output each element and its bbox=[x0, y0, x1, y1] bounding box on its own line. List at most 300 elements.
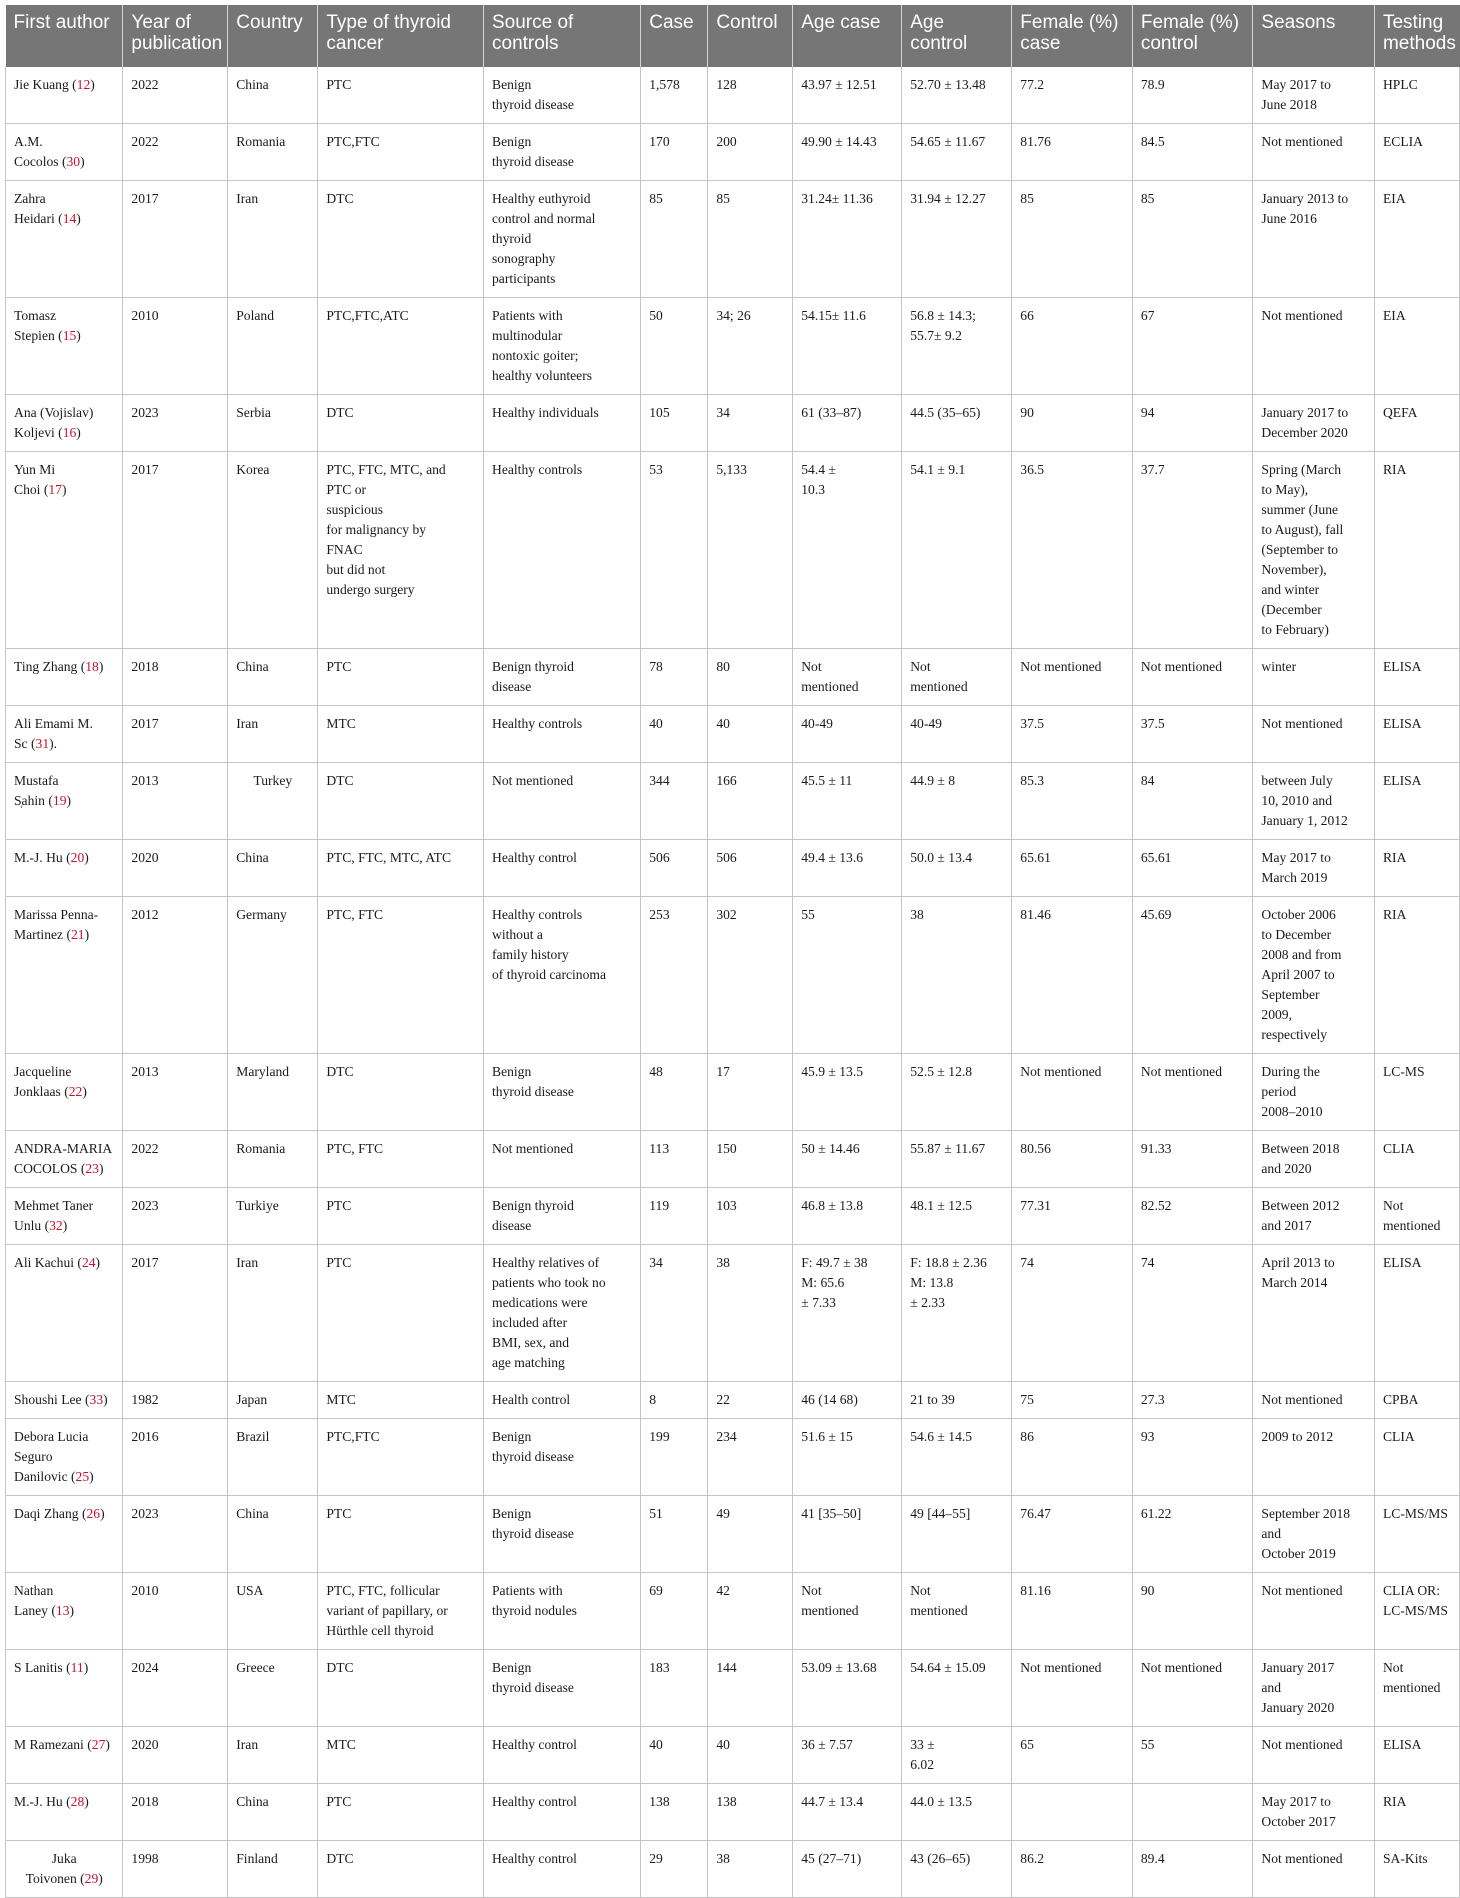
table-row bbox=[6, 897, 1460, 1054]
reference-close: ) bbox=[83, 1660, 89, 1675]
seasons-cell: Not mentioned bbox=[1253, 1573, 1375, 1650]
reference-link[interactable]: 17 bbox=[48, 482, 62, 497]
type-cell: PTC bbox=[318, 1188, 484, 1245]
reference-link[interactable]: 24 bbox=[81, 1255, 96, 1270]
table-row bbox=[6, 1650, 1460, 1727]
author-cell bbox=[6, 298, 123, 395]
author-cell bbox=[6, 1131, 123, 1188]
reference-close: ) bbox=[76, 211, 81, 226]
method-cell: QEFA bbox=[1374, 395, 1459, 452]
method-cell: SA-Kits bbox=[1374, 1841, 1459, 1898]
age-control-cell: 43 (26–65) bbox=[902, 1841, 1012, 1898]
method-cell: ELISA bbox=[1374, 1727, 1459, 1784]
country-cell: China bbox=[228, 649, 318, 706]
female-control-cell: Not mentioned bbox=[1132, 1054, 1253, 1131]
seasons-cell: During the period 2008–2010 bbox=[1253, 1054, 1375, 1131]
reference-link[interactable]: 11 bbox=[70, 1660, 84, 1675]
reference-close: ) bbox=[98, 659, 104, 674]
seasons-cell: Not mentioned bbox=[1253, 298, 1375, 395]
control-cell: 150 bbox=[708, 1131, 793, 1188]
type-cell: DTC bbox=[318, 763, 484, 840]
method-cell: EIA bbox=[1374, 298, 1459, 395]
seasons-cell: Between 2018 and 2020 bbox=[1253, 1131, 1375, 1188]
female-control-cell: 45.69 bbox=[1132, 897, 1253, 1054]
control-cell: 38 bbox=[708, 1841, 793, 1898]
seasons-cell: April 2013 to March 2014 bbox=[1253, 1245, 1375, 1382]
type-cell: PTC, FTC, follicular variant of papillary, or Hürthle cell thyroid bbox=[318, 1573, 484, 1650]
case-cell: 50 bbox=[641, 298, 708, 395]
table-row bbox=[6, 1131, 1460, 1188]
control-cell: 38 bbox=[708, 1245, 793, 1382]
table-body bbox=[6, 67, 1460, 1898]
female-control-cell: 67 bbox=[1132, 298, 1253, 395]
author-cell bbox=[6, 1784, 123, 1841]
table-row bbox=[6, 1382, 1460, 1419]
seasons-cell: Spring (March to May), summer (June to August), fall (September to November), and winter (December to February) bbox=[1253, 452, 1375, 649]
method-cell: CLIA OR: LC-MS/MS bbox=[1374, 1573, 1459, 1650]
reference-link[interactable]: 29 bbox=[84, 1871, 99, 1886]
age-case-cell: 41 [35–50] bbox=[793, 1496, 902, 1573]
control-cell: 166 bbox=[708, 763, 793, 840]
source-cell: Patients with multinodular nontoxic goiter; healthy volunteers bbox=[484, 298, 641, 395]
country-cell: Maryland bbox=[228, 1054, 318, 1131]
case-cell: 78 bbox=[641, 649, 708, 706]
source-cell: Healthy control bbox=[484, 1841, 641, 1898]
age-control-cell: Not mentioned bbox=[902, 1573, 1012, 1650]
reference-link[interactable]: 30 bbox=[66, 154, 81, 169]
author-cell bbox=[6, 649, 123, 706]
country-cell: Iran bbox=[228, 1245, 318, 1382]
country-cell: China bbox=[228, 67, 318, 124]
author-name: Jacqueline Jonklaas ( bbox=[14, 1064, 72, 1099]
control-cell: 22 bbox=[708, 1382, 793, 1419]
author-cell bbox=[6, 1054, 123, 1131]
year-cell: 2023 bbox=[123, 1496, 228, 1573]
age-control-cell: 55.87 ± 11.67 bbox=[902, 1131, 1012, 1188]
case-cell: 138 bbox=[641, 1784, 708, 1841]
author-cell bbox=[6, 763, 123, 840]
case-cell: 53 bbox=[641, 452, 708, 649]
female-case-cell: 81.16 bbox=[1012, 1573, 1133, 1650]
control-cell: 42 bbox=[708, 1573, 793, 1650]
author-cell bbox=[6, 1841, 123, 1898]
table-row bbox=[6, 1245, 1460, 1382]
seasons-cell: January 2017 and January 2020 bbox=[1253, 1650, 1375, 1727]
source-cell: Benign thyroid disease bbox=[484, 67, 641, 124]
reference-close: ) bbox=[80, 154, 85, 169]
year-cell: 2017 bbox=[123, 181, 228, 298]
female-case-cell: 86.2 bbox=[1012, 1841, 1133, 1898]
reference-link[interactable]: 33 bbox=[89, 1392, 104, 1407]
year-cell: 2022 bbox=[123, 67, 228, 124]
reference-link[interactable]: 12 bbox=[76, 77, 91, 92]
year-cell: 2017 bbox=[123, 706, 228, 763]
source-cell: Benign thyroid disease bbox=[484, 1054, 641, 1131]
age-control-cell: 49 [44–55] bbox=[902, 1496, 1012, 1573]
column-header: Year of publication bbox=[123, 5, 228, 67]
type-cell: PTC bbox=[318, 649, 484, 706]
year-cell: 2013 bbox=[123, 763, 228, 840]
female-control-cell: 84.5 bbox=[1132, 124, 1253, 181]
reference-close: ) bbox=[89, 1469, 94, 1484]
country-cell: Turkey bbox=[228, 763, 318, 840]
author-name: M.-J. Hu ( bbox=[14, 850, 71, 865]
case-cell: 34 bbox=[641, 1245, 708, 1382]
author-cell bbox=[6, 1727, 123, 1784]
author-cell bbox=[6, 395, 123, 452]
author-name: Juka Toivonen ( bbox=[25, 1851, 85, 1886]
author-cell bbox=[6, 897, 123, 1054]
column-header: Age control bbox=[902, 5, 1012, 67]
age-control-cell: 52.70 ± 13.48 bbox=[902, 67, 1012, 124]
type-cell: DTC bbox=[318, 181, 484, 298]
author-cell bbox=[6, 67, 123, 124]
author-cell bbox=[6, 181, 123, 298]
author-name: S Lanitis ( bbox=[14, 1660, 71, 1675]
age-case-cell: 45 (27–71) bbox=[793, 1841, 902, 1898]
seasons-cell: May 2017 to October 2017 bbox=[1253, 1784, 1375, 1841]
age-case-cell: 54.15± 11.6 bbox=[793, 298, 902, 395]
source-cell: Healthy control bbox=[484, 1784, 641, 1841]
age-case-cell: 40-49 bbox=[793, 706, 902, 763]
year-cell: 2020 bbox=[123, 1727, 228, 1784]
reference-close: ) bbox=[76, 425, 81, 440]
seasons-cell: winter bbox=[1253, 649, 1375, 706]
seasons-cell: Not mentioned bbox=[1253, 1727, 1375, 1784]
age-case-cell: 46.8 ± 13.8 bbox=[793, 1188, 902, 1245]
table-row bbox=[6, 298, 1460, 395]
case-cell: 199 bbox=[641, 1419, 708, 1496]
age-control-cell: 33 ± 6.02 bbox=[902, 1727, 1012, 1784]
source-cell: Healthy individuals bbox=[484, 395, 641, 452]
country-cell: Poland bbox=[228, 298, 318, 395]
source-cell: Healthy controls bbox=[484, 452, 641, 649]
reference-close: ) bbox=[82, 1084, 87, 1099]
reference-link[interactable]: 27 bbox=[91, 1737, 106, 1752]
age-case-cell: 49.90 ± 14.43 bbox=[793, 124, 902, 181]
country-cell: Japan bbox=[228, 1382, 318, 1419]
type-cell: MTC bbox=[318, 706, 484, 763]
female-case-cell: 80.56 bbox=[1012, 1131, 1133, 1188]
type-cell: MTC bbox=[318, 1382, 484, 1419]
control-cell: 128 bbox=[708, 67, 793, 124]
type-cell: PTC, FTC, MTC, ATC bbox=[318, 840, 484, 897]
method-cell: ELISA bbox=[1374, 1245, 1459, 1382]
case-cell: 48 bbox=[641, 1054, 708, 1131]
female-case-cell: 81.46 bbox=[1012, 897, 1133, 1054]
reference-link[interactable]: 23 bbox=[85, 1161, 99, 1176]
reference-close: ) bbox=[98, 1161, 104, 1176]
seasons-cell: May 2017 to March 2019 bbox=[1253, 840, 1375, 897]
type-cell: PTC bbox=[318, 1496, 484, 1573]
female-control-cell: 93 bbox=[1132, 1419, 1253, 1496]
seasons-cell: Not mentioned bbox=[1253, 1841, 1375, 1898]
author-name: Yun Mi Choi ( bbox=[14, 462, 56, 497]
control-cell: 34 bbox=[708, 395, 793, 452]
reference-close: ) bbox=[84, 927, 90, 942]
age-case-cell: Not mentioned bbox=[793, 1573, 902, 1650]
female-control-cell: 78.9 bbox=[1132, 67, 1253, 124]
year-cell: 1982 bbox=[123, 1382, 228, 1419]
female-case-cell: 76.47 bbox=[1012, 1496, 1133, 1573]
type-cell: MTC bbox=[318, 1727, 484, 1784]
column-header: Age case bbox=[793, 5, 902, 67]
author-cell bbox=[6, 840, 123, 897]
year-cell: 2016 bbox=[123, 1419, 228, 1496]
reference-link[interactable]: 22 bbox=[68, 1084, 83, 1099]
author-name: Mustafa S̜ahin ( bbox=[14, 773, 59, 808]
year-cell: 2017 bbox=[123, 1245, 228, 1382]
country-cell: Germany bbox=[228, 897, 318, 1054]
source-cell: Benign thyroid disease bbox=[484, 1650, 641, 1727]
case-cell: 506 bbox=[641, 840, 708, 897]
source-cell: Healthy control bbox=[484, 840, 641, 897]
author-name: Shoushi Lee ( bbox=[14, 1392, 90, 1407]
female-case-cell: Not mentioned bbox=[1012, 1054, 1133, 1131]
case-cell: 113 bbox=[641, 1131, 708, 1188]
seasons-cell: Not mentioned bbox=[1253, 706, 1375, 763]
female-case-cell: Not mentioned bbox=[1012, 649, 1133, 706]
table-row bbox=[6, 840, 1460, 897]
female-control-cell: 74 bbox=[1132, 1245, 1253, 1382]
country-cell: Finland bbox=[228, 1841, 318, 1898]
author-cell bbox=[6, 1650, 123, 1727]
female-control-cell bbox=[1132, 1784, 1253, 1841]
author-name: Ali Kachui ( bbox=[14, 1255, 82, 1270]
column-header: Testing methods bbox=[1374, 5, 1459, 67]
control-cell: 40 bbox=[708, 1727, 793, 1784]
reference-link[interactable]: 16 bbox=[62, 425, 77, 440]
type-cell: DTC bbox=[318, 1841, 484, 1898]
source-cell: Patients with thyroid nodules bbox=[484, 1573, 641, 1650]
female-case-cell: 37.5 bbox=[1012, 706, 1133, 763]
age-control-cell: 50.0 ± 13.4 bbox=[902, 840, 1012, 897]
female-case-cell: 85 bbox=[1012, 181, 1133, 298]
reference-link[interactable]: 13 bbox=[55, 1603, 70, 1618]
control-cell: 17 bbox=[708, 1054, 793, 1131]
reference-link[interactable]: 14 bbox=[62, 211, 77, 226]
female-case-cell: 85.3 bbox=[1012, 763, 1133, 840]
method-cell: RIA bbox=[1374, 840, 1459, 897]
case-cell: 8 bbox=[641, 1382, 708, 1419]
reference-link[interactable]: 19 bbox=[52, 793, 67, 808]
source-cell: Healthy control bbox=[484, 1727, 641, 1784]
method-cell: EIA bbox=[1374, 181, 1459, 298]
reference-link[interactable]: 32 bbox=[49, 1218, 63, 1233]
female-case-cell bbox=[1012, 1784, 1133, 1841]
case-cell: 85 bbox=[641, 181, 708, 298]
control-cell: 506 bbox=[708, 840, 793, 897]
reference-link[interactable]: 21 bbox=[71, 927, 85, 942]
method-cell: ELISA bbox=[1374, 706, 1459, 763]
seasons-cell: Between 2012 and 2017 bbox=[1253, 1188, 1375, 1245]
age-case-cell: F: 49.7 ± 38 M: 65.6 ± 7.33 bbox=[793, 1245, 902, 1382]
reference-close: ) bbox=[66, 793, 72, 808]
year-cell: 2020 bbox=[123, 840, 228, 897]
seasons-cell: Not mentioned bbox=[1253, 124, 1375, 181]
age-case-cell: 46 (14 68) bbox=[793, 1382, 902, 1419]
method-cell: CLIA bbox=[1374, 1131, 1459, 1188]
method-cell: RIA bbox=[1374, 452, 1459, 649]
year-cell: 2017 bbox=[123, 452, 228, 649]
author-name: M Ramezani ( bbox=[14, 1737, 92, 1752]
age-case-cell: 51.6 ± 15 bbox=[793, 1419, 902, 1496]
female-control-cell: 89.4 bbox=[1132, 1841, 1253, 1898]
age-control-cell: 52.5 ± 12.8 bbox=[902, 1054, 1012, 1131]
table-row bbox=[6, 763, 1460, 840]
table-row bbox=[6, 706, 1460, 763]
year-cell: 2022 bbox=[123, 124, 228, 181]
case-cell: 69 bbox=[641, 1573, 708, 1650]
country-cell: Iran bbox=[228, 706, 318, 763]
author-name: Zahra Heidari ( bbox=[14, 191, 63, 226]
author-cell bbox=[6, 1188, 123, 1245]
control-cell: 80 bbox=[708, 649, 793, 706]
female-case-cell: 81.76 bbox=[1012, 124, 1133, 181]
author-cell bbox=[6, 1419, 123, 1496]
year-cell: 2024 bbox=[123, 1650, 228, 1727]
seasons-cell: between July 10, 2010 and January 1, 2012 bbox=[1253, 763, 1375, 840]
type-cell: PTC, FTC bbox=[318, 897, 484, 1054]
source-cell: Benign thyroid disease bbox=[484, 649, 641, 706]
year-cell: 1998 bbox=[123, 1841, 228, 1898]
type-cell: DTC bbox=[318, 1054, 484, 1131]
reference-close: ) bbox=[103, 1392, 108, 1407]
table-row bbox=[6, 452, 1460, 649]
case-cell: 253 bbox=[641, 897, 708, 1054]
female-case-cell: 36.5 bbox=[1012, 452, 1133, 649]
method-cell: Not mentioned bbox=[1374, 1188, 1459, 1245]
method-cell: Not mentioned bbox=[1374, 1650, 1459, 1727]
method-cell: CLIA bbox=[1374, 1419, 1459, 1496]
case-cell: 40 bbox=[641, 1727, 708, 1784]
age-control-cell: 54.64 ± 15.09 bbox=[902, 1650, 1012, 1727]
author-cell bbox=[6, 124, 123, 181]
reference-link[interactable]: 20 bbox=[70, 850, 85, 865]
seasons-cell: January 2017 to December 2020 bbox=[1253, 395, 1375, 452]
column-header: Female (%) case bbox=[1012, 5, 1133, 67]
age-case-cell: 44.7 ± 13.4 bbox=[793, 1784, 902, 1841]
age-case-cell: 53.09 ± 13.68 bbox=[793, 1650, 902, 1727]
author-cell bbox=[6, 1382, 123, 1419]
seasons-cell: January 2013 to June 2016 bbox=[1253, 181, 1375, 298]
age-case-cell: 55 bbox=[793, 897, 902, 1054]
female-control-cell: 94 bbox=[1132, 395, 1253, 452]
reference-close: ) bbox=[61, 482, 67, 497]
control-cell: 40 bbox=[708, 706, 793, 763]
reference-close: ). bbox=[49, 736, 58, 751]
case-cell: 51 bbox=[641, 1496, 708, 1573]
case-cell: 105 bbox=[641, 395, 708, 452]
table-row bbox=[6, 1727, 1460, 1784]
seasons-cell: 2009 to 2012 bbox=[1253, 1419, 1375, 1496]
female-control-cell: 65.61 bbox=[1132, 840, 1253, 897]
reference-link[interactable]: 15 bbox=[62, 328, 77, 343]
type-cell: DTC bbox=[318, 1650, 484, 1727]
female-case-cell: Not mentioned bbox=[1012, 1650, 1133, 1727]
age-control-cell: 44.5 (35–65) bbox=[902, 395, 1012, 452]
age-case-cell: 49.4 ± 13.6 bbox=[793, 840, 902, 897]
reference-link[interactable]: 28 bbox=[70, 1794, 85, 1809]
reference-close: ) bbox=[100, 1506, 105, 1521]
reference-link[interactable]: 31 bbox=[35, 736, 50, 751]
source-cell: Benign thyroid disease bbox=[484, 1496, 641, 1573]
female-case-cell: 74 bbox=[1012, 1245, 1133, 1382]
control-cell: 103 bbox=[708, 1188, 793, 1245]
type-cell: PTC, FTC bbox=[318, 1131, 484, 1188]
reference-link[interactable]: 25 bbox=[75, 1469, 90, 1484]
table-row bbox=[6, 1054, 1460, 1131]
case-cell: 29 bbox=[641, 1841, 708, 1898]
column-header: Female (%) control bbox=[1132, 5, 1253, 67]
control-cell: 302 bbox=[708, 897, 793, 1054]
column-header: Type of thyroid cancer bbox=[318, 5, 484, 67]
female-case-cell: 86 bbox=[1012, 1419, 1133, 1496]
control-cell: 34; 26 bbox=[708, 298, 793, 395]
reference-link[interactable]: 18 bbox=[85, 659, 99, 674]
control-cell: 138 bbox=[708, 1784, 793, 1841]
source-cell: Benign thyroid disease bbox=[484, 1188, 641, 1245]
female-control-cell: 82.52 bbox=[1132, 1188, 1253, 1245]
author-name: Ting Zhang ( bbox=[14, 659, 86, 674]
female-case-cell: 77.2 bbox=[1012, 67, 1133, 124]
author-name: A.M. Cocolos ( bbox=[14, 134, 67, 169]
seasons-cell: October 2006 to December 2008 and from April 2007 to September 2009, respectively bbox=[1253, 897, 1375, 1054]
country-cell: China bbox=[228, 840, 318, 897]
country-cell: Korea bbox=[228, 452, 318, 649]
column-header: Country bbox=[228, 5, 318, 67]
header-row bbox=[6, 5, 1460, 67]
female-control-cell: Not mentioned bbox=[1132, 1650, 1253, 1727]
reference-close: ) bbox=[90, 77, 95, 92]
country-cell: Brazil bbox=[228, 1419, 318, 1496]
source-cell: Healthy controls without a family history of thyroid carcinoma bbox=[484, 897, 641, 1054]
country-cell: Iran bbox=[228, 181, 318, 298]
method-cell: CPBA bbox=[1374, 1382, 1459, 1419]
table-row bbox=[6, 395, 1460, 452]
age-case-cell: 31.24± 11.36 bbox=[793, 181, 902, 298]
seasons-cell: Not mentioned bbox=[1253, 1382, 1375, 1419]
author-name: Nathan Laney ( bbox=[14, 1583, 56, 1618]
author-cell bbox=[6, 706, 123, 763]
reference-close: ) bbox=[76, 328, 81, 343]
age-control-cell: F: 18.8 ± 2.36 M: 13.8 ± 2.33 bbox=[902, 1245, 1012, 1382]
reference-link[interactable]: 26 bbox=[86, 1506, 101, 1521]
type-cell: PTC,FTC bbox=[318, 124, 484, 181]
author-name: ANDRA-MARIA COCOLOS ( bbox=[14, 1141, 113, 1176]
female-case-cell: 66 bbox=[1012, 298, 1133, 395]
control-cell: 234 bbox=[708, 1419, 793, 1496]
control-cell: 85 bbox=[708, 181, 793, 298]
age-control-cell: 21 to 39 bbox=[902, 1382, 1012, 1419]
female-control-cell: 90 bbox=[1132, 1573, 1253, 1650]
age-control-cell: 48.1 ± 12.5 bbox=[902, 1188, 1012, 1245]
table-row bbox=[6, 1784, 1460, 1841]
female-case-cell: 77.31 bbox=[1012, 1188, 1133, 1245]
year-cell: 2012 bbox=[123, 897, 228, 1054]
female-case-cell: 90 bbox=[1012, 395, 1133, 452]
country-cell: USA bbox=[228, 1573, 318, 1650]
reference-close: ) bbox=[98, 1871, 103, 1886]
year-cell: 2010 bbox=[123, 1573, 228, 1650]
author-name: Mehmet Taner Unlu ( bbox=[14, 1198, 94, 1233]
type-cell: PTC bbox=[318, 1245, 484, 1382]
age-case-cell: 36 ± 7.57 bbox=[793, 1727, 902, 1784]
female-case-cell: 65 bbox=[1012, 1727, 1133, 1784]
age-control-cell: Not mentioned bbox=[902, 649, 1012, 706]
control-cell: 200 bbox=[708, 124, 793, 181]
control-cell: 49 bbox=[708, 1496, 793, 1573]
